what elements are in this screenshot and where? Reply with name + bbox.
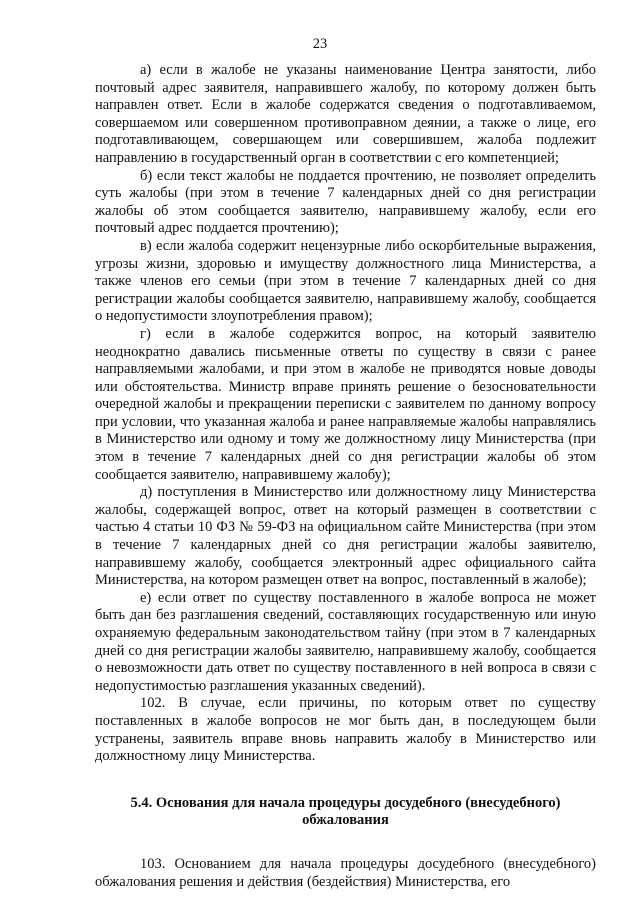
paragraph-v: в) если жалоба содержит нецензурные либо оскорбительные выражения, угрозы жизни, здоровью и имуществу должностного лица Министерства, а также членов его семьи (при этом в течение 7 календарных дней со дня регистрации жалобы сообщается заявителю, направившему жалобу, сообщается о недопустимости злоупотребления правом); — [95, 237, 596, 325]
paragraph-g: г) если в жалобе содержится вопрос, на который заявителю неоднократно давались письменные ответы по существу в связи с ранее направляемыми жалобами, и при этом в жалобе не приводятся новые доводы или обстоятельства. Министр вправе принять решение о безосновательности очередной жалобы и прекращении переписки с заявителем по данному вопросу при условии, что указанная жалоба и ранее направляемые жалобы направлялись в Министерство или одному и тому же должностному лицу Министерства (при этом в течение 7 календарных дней со дня регистрации жалобы об этом сообщается заявителю, направившему жалобу); — [95, 325, 596, 483]
paragraph-d: д) поступления в Министерство или должностному лицу Министерства жалобы, содержащей вопрос, ответ на который размещен в соответствии с частью 4 статьи 10 ФЗ № 59-ФЗ на официальном сайте Министерства (при этом в течение 7 календарных дней со дня регистрации жалобы заявителю, направившему жалобу, сообщается электронный адрес официального сайта Министерства, на котором размещен ответ на вопрос, поставленный в жалобе); — [95, 484, 596, 589]
paragraph-a: а) если в жалобе не указаны наименование Центра занятости, либо почтовый адрес заявителя, направившего жалобу, по которому должен быть направлен ответ. Если в жалобе содержатся сведения о подготавливаемом, совершаемом или совершенном противоправном деянии, а также о лице, его подготавливающем, совершающем или совершившем, жалоба подлежит направлению в государственный орган в соответствии с его компетенцией; — [95, 62, 596, 166]
paragraph-b: б) если текст жалобы не поддается прочтению, не позволяет определить суть жалобы (при этом в течение 7 календарных дней со дня регистрации жалобы об этом сообщается заявителю, направившему жалобу, если его почтовый адрес поддается прочтению); — [95, 167, 596, 237]
page-number: 23 — [312, 36, 328, 52]
paragraph-102: 102. В случае, если причины, по которым ответ по существу поставленных в жалобе вопросов не мог быть дан, в последующем были устранены, заявитель вправе вновь направить жалобу в Министерство или должностному лицу Министерства. — [95, 695, 596, 765]
paragraph-e: е) если ответ по существу поставленного в жалобе вопроса не может быть дан без разглашения сведений, составляющих государственную или иную охраняемую федеральным законодательством тайну (при этом в 7 календарных дней со дня регистрации жалобы заявителю, направившему жалобу, сообщается о невозможности дать ответ по существу поставленного в ней вопроса в связи с недопустимостью разглашения указанных сведений). — [95, 589, 596, 694]
paragraph-103: 103. Основанием для начала процедуры досудебного (внесудебного) обжалования решения и действия (бездействия) Министерства, его — [95, 855, 596, 890]
section-heading: 5.4. Основания для начала процедуры досудебного (внесудебного) обжалования — [130, 794, 561, 829]
document-body — [95, 62, 596, 891]
